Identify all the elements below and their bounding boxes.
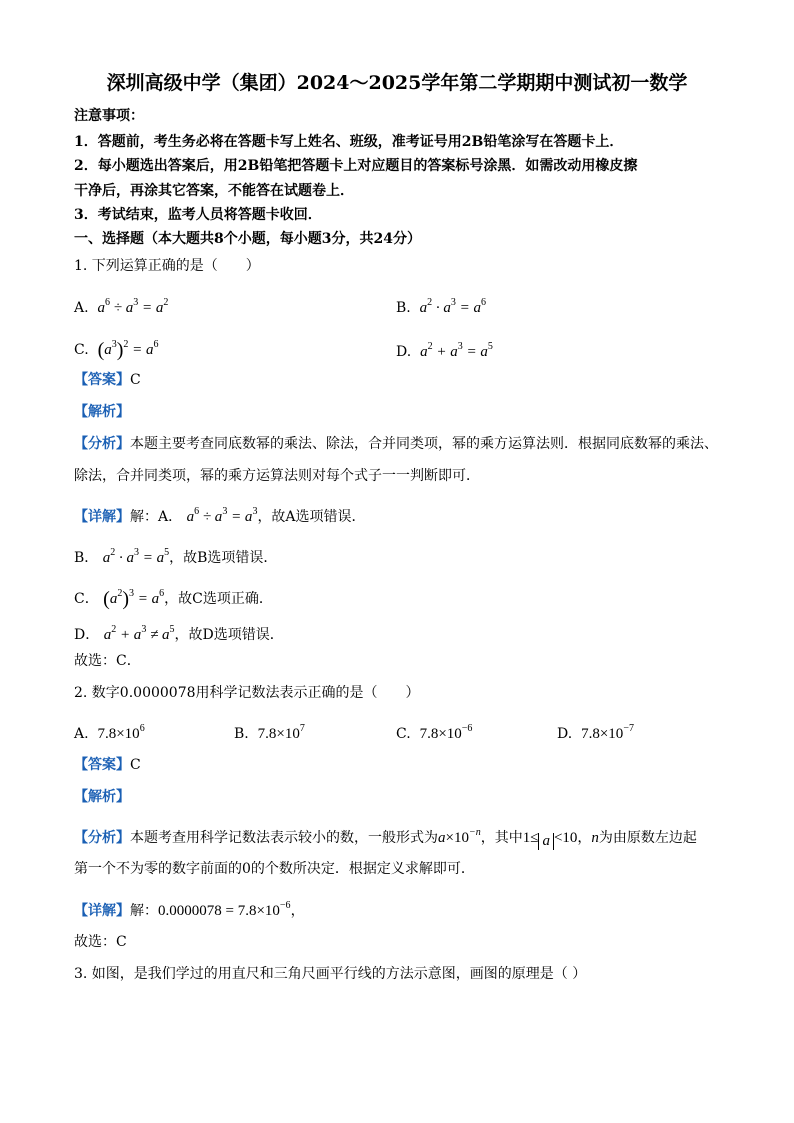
q1-option-b: B. $a^2 \cdot a^3 = a^6$ [396,297,487,316]
q2-stem: 2. 数字0.0000078用科学记数法表示正确的是（ ） [74,685,420,701]
q2-fenxi-2: 第一个不为零的数字前面的0的个数所决定．根据定义求解即可． [74,861,475,877]
q2-fenxi-1: 【分析】本题考查用科学记数法表示较小的数，一般形式为$a\times 10^{-n}$，其中1≤ a <10，n为由原数左边起 [74,827,697,849]
section-heading: 一、选择题（本大题共8个小题，每小题3分，共24分） [74,231,421,247]
q1-detail-b: B． $a^2 \cdot a^3 = a^5$，故B选项错误． [74,547,278,566]
q1-option-c: C. $(a^3)^2 = a^6$ [74,339,159,361]
q1-answer-line [74,370,141,390]
q2-conclusion: 故选：C [74,934,127,950]
q2-option-c: C. $7.8\times 10^{-6}$ [396,723,473,742]
q1-detail-d: D． $a^2 + a^3 \ne a^5$，故D选项错误． [74,624,284,643]
q1-option-a: A. $a^6 \div a^3 = a^2$ [74,297,169,316]
notice-item-2: 2．每小题选出答案后，用2B铅笔把答题卡上对应题目的答案标号涂黑．如需改动用橡皮擦 [74,158,638,174]
notice-item-3: 3．考试结束，监考人员将答题卡收回． [74,207,322,223]
q1-conclusion: 故选：C． [74,653,141,669]
q1-stem: 1. 下列运算正确的是（ ） [74,258,260,274]
notice-item-1: 1．答题前，考生务必将在答题卡写上姓名、班级，准考证号用2B铅笔涂写在答题卡上． [74,134,624,150]
answer-label: 【答案】 [74,372,130,388]
q1-detail-c: C． $(a^2)^3 = a^6$，故C选项正确． [74,588,273,610]
q1-answer: C [130,372,141,388]
q1-option-d: D. $a^2 + a^3 = a^5$ [396,341,493,360]
notice-heading: 注意事项： [74,108,144,124]
q2-answer-line: 【答案】C [74,757,141,773]
q2-answer: C [130,757,141,773]
q1-detail-a: 【详解】解：A． $a^6 \div a^3 = a^3$，故A选项错误． [74,506,366,525]
q1-analysis-label: 【解析】 [74,404,130,420]
q2-analysis-label: 【解析】 [74,789,130,805]
q3-stem: 3. 如图，是我们学过的用直尺和三角尺画平行线的方法示意图，画图的原理是（ ） [74,966,587,982]
q2-option-b: B. $7.8\times 10^7$ [234,723,305,742]
page-title: 深圳高级中学（集团）2024～2025学年第二学期期中测试初一数学 [106,72,688,94]
notice-item-2-cont: 干净后，再涂其它答案，不能答在试题卷上． [74,183,354,199]
q2-option-d: D. $7.8\times 10^{-7}$ [557,723,634,742]
q2-option-a: A. $7.8\times 10^6$ [74,723,145,742]
q1-fenxi-1: 【分析】本题主要考查同底数幂的乘法、除法，合并同类项，幂的乘方运算法则．根据同底数幂的乘法、 [74,436,718,452]
q1-fenxi-2: 除法，合并同类项，幂的乘方运算法则对每个式子一一判断即可． [74,468,480,484]
q2-detail: 【详解】解：$0.0000078 = 7.8\times 10^{-6}$， [74,900,305,919]
